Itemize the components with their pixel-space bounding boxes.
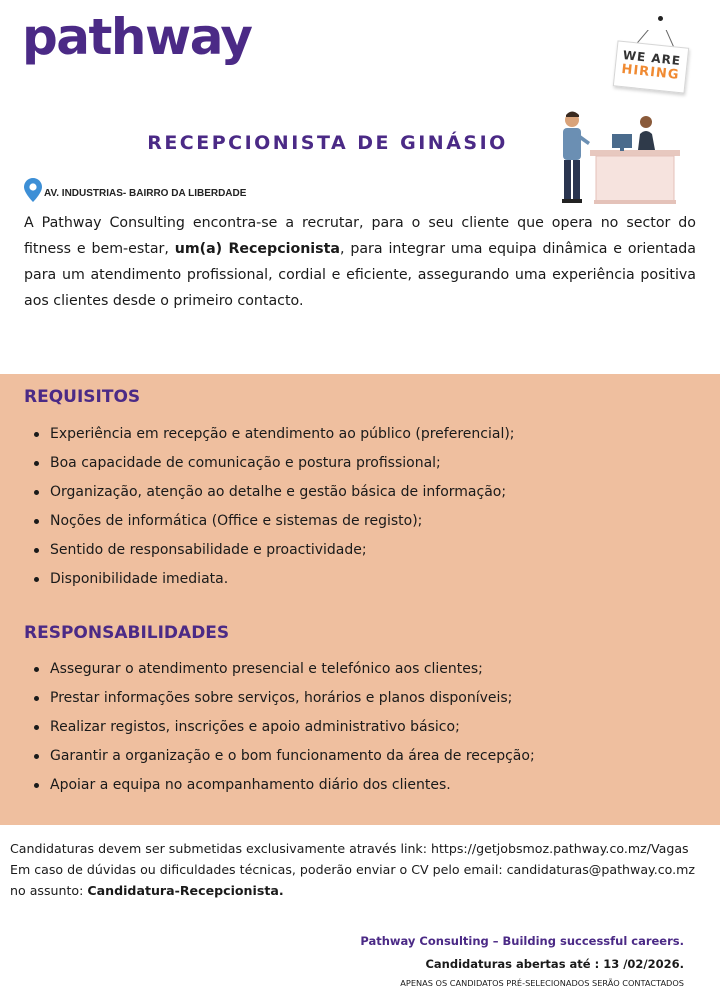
list-item: Disponibilidade imediata. [34,565,515,594]
pathway-logo [22,8,252,66]
list-item: Prestar informações sobre serviços, horários e planos disponíveis; [34,684,535,713]
location-pin-icon [24,178,42,202]
list-item: Noções de informática (Office e sistemas de registo); [34,507,515,536]
visitor-shoe-right [572,199,582,203]
intro-highlight: um(a) Recepcionista [174,241,340,257]
logo-text: pathway [22,8,252,66]
list-item: Assegurar o atendimento presencial e telefónico aos clientes; [34,655,535,684]
list-item: Realizar registos, inscrições e apoio administrativo básico; [34,713,535,742]
receptionist-head [640,116,652,128]
we-are-hiring-tag [615,30,689,82]
visitor-shoe-left [562,199,572,203]
application-deadline: Candidaturas abertas até : 13 /02/2026. [425,957,684,971]
email-subject: Candidatura-Recepcionista. [87,883,284,898]
submission-instructions: Candidaturas devem ser submetidas exclusivamente através link: https://getjobsmoz.pathway.co.mz/Vagas [10,841,689,856]
monitor [612,134,632,148]
list-item: Apoiar a equipa no acompanhamento diário dos clientes. [34,771,535,800]
receptionist-body [638,131,655,150]
responsibilities-title: RESPONSABILIDADES [24,623,230,643]
reception-desk-illustration [552,108,688,208]
desk-base [594,200,676,204]
company-tagline: Pathway Consulting – Building successful careers. [360,934,684,948]
visitor-leg-right [573,160,580,200]
monitor-stand [620,148,624,151]
intro-text-start: A Pathway Consulting encontra-se a recrutar, para o seu cliente que opera no sector do fitness e bem-estar, [24,215,696,257]
desk-front [596,156,674,202]
hiring-card [613,40,689,93]
pin-icon [658,16,663,21]
visitor-hair [566,112,579,118]
list-item: Organização, atenção ao detalhe e gestão básica de informação; [34,478,515,507]
job-location [24,178,246,202]
shortlist-disclaimer: APENAS OS CANDIDATOS PRÉ-SELECIONADOS SERÃO CONTACTADOS [400,978,684,988]
location-text: AV. INDUSTRIAS- BAIRRO DA LIBERDADE [44,188,247,199]
hiring-line1: WE ARE [622,48,682,69]
email-text: Em caso de dúvidas ou dificuldades técnicas, poderão enviar o CV pelo email: candidaturas@pathway.co.mz no assunto: [10,862,695,898]
list-item: Boa capacidade de comunicação e postura profissional; [34,449,515,478]
hiring-line2: HIRING [620,61,681,83]
job-title: RECEPCIONISTA DE GINÁSIO [147,132,508,154]
responsibilities-list [34,655,535,800]
list-item: Garantir a organização e o bom funcionamento da área de recepção; [34,742,535,771]
visitor-leg-left [564,160,571,200]
email-instructions [10,859,710,901]
desk-top [590,150,680,156]
intro-paragraph [24,210,696,314]
requirements-title: REQUISITOS [24,387,141,407]
visitor-shirt [563,128,581,160]
application-info [10,838,710,901]
list-item: Experiência em recepção e atendimento ao público (preferencial); [34,420,515,449]
list-item: Sentido de responsabilidade e proactividade; [34,536,515,565]
intro-text-end: , para integrar uma equipa dinâmica e orientada para um atendimento profissional, cordial e eficiente, assegurando uma experiência positiva aos clientes desde o primeiro contacto. [24,241,697,309]
requirements-list [34,420,515,594]
